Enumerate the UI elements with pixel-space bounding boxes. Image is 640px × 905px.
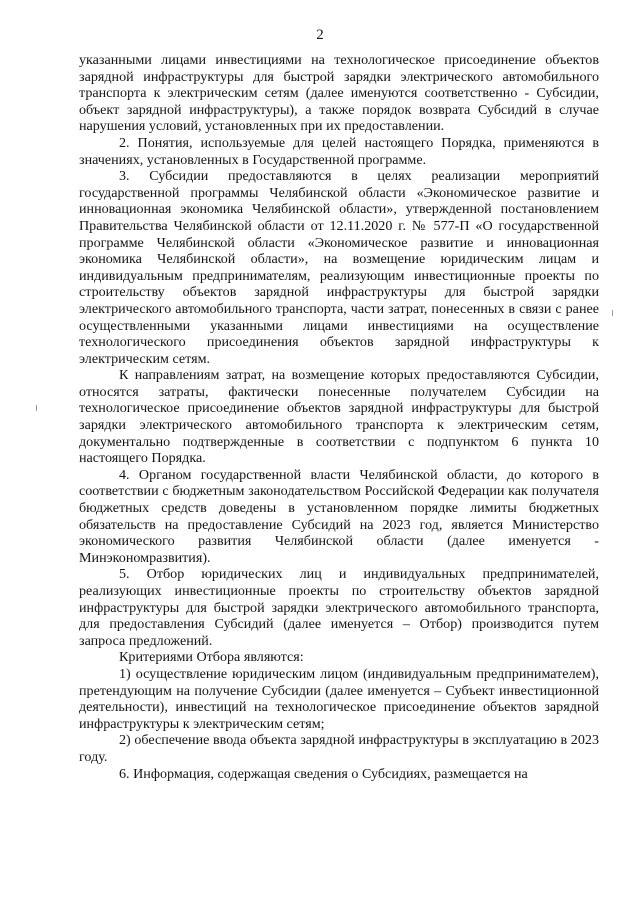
paragraph-item-4: 4. Органом государственной власти Челябинской области, до которого в соответствии с бюджетным законодательством Российской Федерации как получателя бюджетных средств доведены в установленном порядке лимиты бюджетных обязательств на предоставление Субсидий на 2023 год, является Министерство экономического развития Челябинской области (далее именуется - Минэкономразвития). [79, 466, 599, 566]
paragraph-criterion-2: 2) обеспечение ввода объекта зарядной инфраструктуры в эксплуатацию в 2023 году. [79, 732, 599, 765]
page-number: 2 [316, 27, 324, 43]
document-body [79, 52, 599, 782]
paragraph-cost-directions: К направлениям затрат, на возмещение которых предоставляются Субсидии, относятся затраты, фактически понесенные получателем Субсидии на технологическое присоединение объектов зарядной инфраструктуры для быстрой зарядки электрического автомобильного транспорта к электрическим сетям, документально подтвержденные в соответствии с подпунктом 6 пункта 10 настоящего Порядка. [79, 367, 599, 467]
paragraph-continuation: указанными лицами инвестициями на технологическое присоединение объектов зарядной инфраструктуры для быстрой зарядки электрического автомобильного транспорта к электрическим сетям (далее именуются соответственно - Субсидии, объект зарядной инфраструктуры), а также порядок возврата Субсидий в случае нарушения условий, установленных при их предоставлении. [79, 52, 599, 135]
paragraph-item-3: 3. Субсидии предоставляются в целях реализации мероприятий государственной программы Челябинской области «Экономическое развитие и инновационная экономика Челябинской области», утвержденной постановлением Правительства Челябинской области от 12.11.2020 г. № 577-П «О государственной программе Челябинской области «Экономическое развитие и инновационная экономика Челябинской области», на возмещение юридическим лицам и индивидуальным предпринимателям, реализующим инвестиционные проекты по строительству объектов зарядной инфраструктуры для быстрой зарядки электрического автомобильного транспорта, части затрат, понесенных в связи с ранее осуществленными указанными лицами инвестициями на осуществление технологического присоединения объектов зарядной инфраструктуры к электрическим сетям. [79, 168, 599, 367]
paragraph-item-2: 2. Понятия, используемые для целей настоящего Порядка, применяются в значениях, установленных в Государственной программе. [79, 134, 599, 168]
paragraph-item-5: 5. Отбор юридических лиц и индивидуальных предпринимателей, реализующих инвестиционные проекты по строительству объектов зарядной инфраструктуры для быстрой зарядки электрического автомобильного транспорта, для предоставления Субсидий (далее именуется – Отбор) производится путем запроса предложений. [79, 566, 599, 649]
paragraph-item-6: 6. Информация, содержащая сведения о Субсидиях, размещается на [119, 765, 528, 782]
paragraph-criterion-1: 1) осуществление юридическим лицом (индивидуальным предпринимателем), претендующим на получение Субсидии (далее именуется – Субъект инвестиционной деятельности), инвестиций на технологическое присоединение объектов зарядной инфраструктуры к электрическим сетям; [79, 665, 599, 732]
scan-edge-mark [612, 310, 613, 316]
scan-edge-mark [36, 405, 37, 411]
paragraph-selection-criteria: Критериями Отбора являются: [119, 649, 304, 666]
